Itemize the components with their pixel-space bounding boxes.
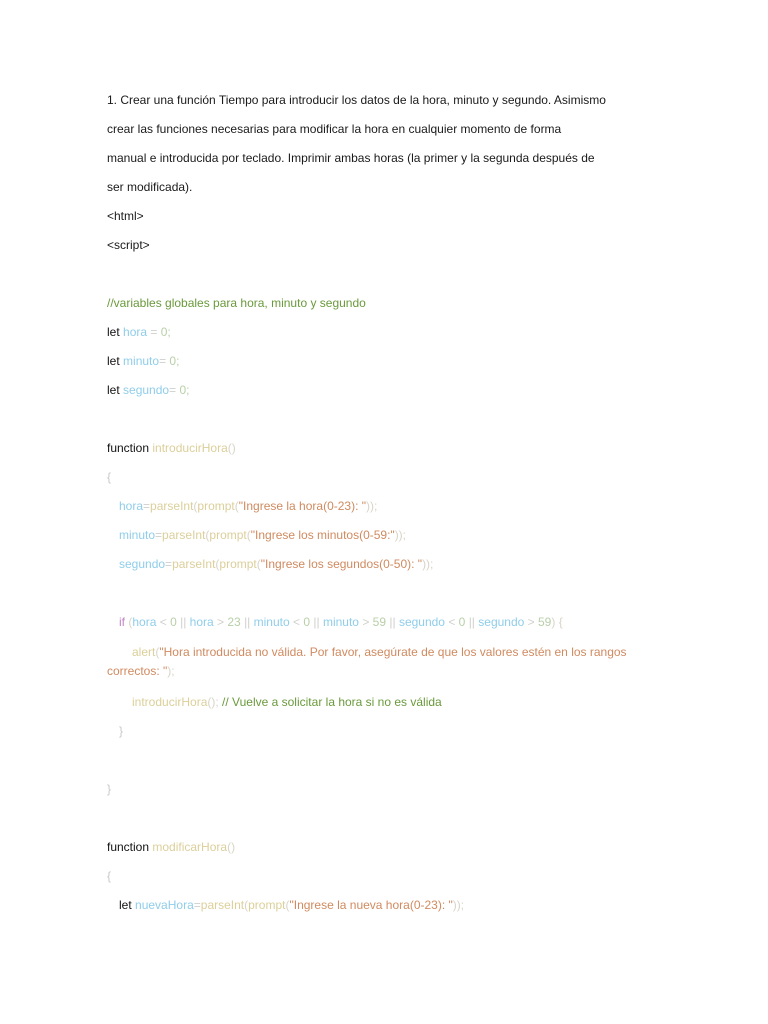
keyword-if: if <box>119 615 125 629</box>
code-line-function-close <box>107 781 667 810</box>
html-tag-line <box>107 208 667 237</box>
code-line-assign-minuto <box>107 527 667 556</box>
if-tail: ) { <box>551 615 563 629</box>
keyword-let: let <box>107 354 120 368</box>
code-line-assign-hora <box>107 498 667 527</box>
number: 59 <box>538 615 552 629</box>
script-tag-line <box>107 237 667 266</box>
paren-open: ( <box>256 557 261 571</box>
operator-lt: < <box>289 615 304 629</box>
brace-close: } <box>119 724 124 738</box>
code-line-let-nuevahora <box>107 897 667 926</box>
operator-assign: = <box>169 383 177 397</box>
operator-assign: = <box>155 528 163 542</box>
brace-close: } <box>107 782 112 796</box>
operator-assign: = <box>143 499 151 513</box>
string-hora: "Ingrese la hora(0-23): " <box>238 499 367 513</box>
parens: () <box>227 441 236 455</box>
keyword-let: let <box>107 325 120 339</box>
fn-parseint: parseInt <box>150 499 194 513</box>
number-zero: 0; <box>179 383 190 397</box>
code-line-comment-globals <box>107 295 667 324</box>
string-nueva-hora: "Ingrese la nueva hora(0-23): " <box>289 898 453 912</box>
code-comment: // Vuelve a solicitar la hora si no es válida <box>222 695 442 709</box>
var-hora: hora <box>189 615 214 629</box>
fn-prompt: prompt <box>219 557 257 571</box>
fn-prompt: prompt <box>197 499 235 513</box>
code-line-brace-open <box>107 868 667 897</box>
intro-line-2 <box>107 121 667 150</box>
var-segundo: segundo <box>478 615 525 629</box>
paren-open: ( <box>155 645 160 659</box>
blank-line <box>107 585 667 614</box>
fn-parseint: parseInt <box>200 898 245 912</box>
var-hora: hora <box>132 615 157 629</box>
var-minuto: minuto <box>253 615 290 629</box>
fn-prompt: prompt <box>209 528 247 542</box>
var-segundo: segundo <box>123 383 170 397</box>
paren-open: ( <box>128 615 133 629</box>
paren-open: ( <box>193 499 198 513</box>
blank-line <box>107 266 667 295</box>
intro-line-4 <box>107 179 667 208</box>
code-line-function-modificar <box>107 839 667 868</box>
paren-open: ( <box>215 557 220 571</box>
var-segundo: segundo <box>398 615 445 629</box>
paren-open: ( <box>234 499 239 513</box>
operator-gt: > <box>213 615 228 629</box>
intro-text: crear las funciones necesarias para modificar la hora en cualquier momento de forma <box>107 122 562 136</box>
script-tag: <script> <box>107 238 150 252</box>
brace-open: { <box>107 869 112 883</box>
call-close: )); <box>366 499 378 513</box>
operator-or: || <box>465 615 479 629</box>
fn-prompt: prompt <box>248 898 286 912</box>
operator-assign: = <box>147 325 161 339</box>
paren-open: ( <box>244 898 249 912</box>
number-zero: 0; <box>169 354 180 368</box>
operator-or: || <box>386 615 399 629</box>
number: 0 <box>170 615 177 629</box>
operator-lt: < <box>444 615 459 629</box>
number: 59 <box>372 615 387 629</box>
paren-open: ( <box>285 898 290 912</box>
code-line-alert <box>107 643 667 681</box>
intro-text: manual e introducida por teclado. Imprimir ambas horas (la primer y la segunda después de <box>107 151 595 165</box>
string-segundos: "Ingrese los segundos(0-50): " <box>260 557 423 571</box>
code-line-function-introducir <box>107 440 667 469</box>
operator-or: || <box>310 615 323 629</box>
keyword-let: let <box>119 898 132 912</box>
keyword-function: function <box>107 840 150 854</box>
var-minuto: minuto <box>123 354 160 368</box>
call-close: (); <box>207 695 219 709</box>
intro-line-1 <box>107 92 667 121</box>
call-close: )); <box>422 557 434 571</box>
var-hora: hora <box>123 325 148 339</box>
intro-line-3 <box>107 150 667 179</box>
var-nuevahora: nuevaHora <box>135 898 194 912</box>
operator-assign: = <box>159 354 167 368</box>
blank-line <box>107 411 667 440</box>
code-line-if-close <box>107 723 667 752</box>
operator-gt: > <box>358 615 373 629</box>
blank-line <box>107 810 667 839</box>
intro-text: ser modificada). <box>107 180 193 194</box>
number: 0 <box>303 615 311 629</box>
operator-gt: > <box>524 615 538 629</box>
parens: () <box>227 840 236 854</box>
fn-alert: alert <box>132 645 156 659</box>
operator-assign: = <box>165 557 173 571</box>
call-close: )); <box>394 528 407 542</box>
var-minuto: minuto <box>119 528 156 542</box>
code-line-if <box>107 614 667 643</box>
fn-parseint: parseInt <box>162 528 206 542</box>
code-line-brace-open <box>107 469 667 498</box>
var-minuto: minuto <box>322 615 359 629</box>
code-line-let-minuto <box>107 353 667 382</box>
operator-lt: < <box>156 615 171 629</box>
keyword-let: let <box>107 383 120 397</box>
intro-text: 1. Crear una función Tiempo para introducir los datos de la hora, minuto y segundo. Asimismo <box>107 93 606 107</box>
paren-open: ( <box>205 528 210 542</box>
fn-introducir-call: introducirHora <box>132 695 208 709</box>
operator-or: || <box>176 615 190 629</box>
string-alert: "Hora introducida no válida. Por favor, asegúrate de que los valores estén en los rangos correctos: " <box>107 645 630 678</box>
operator-assign: = <box>193 898 201 912</box>
number: 23 <box>227 615 241 629</box>
var-hora: hora <box>119 499 144 513</box>
document-body <box>107 92 667 926</box>
blank-line <box>107 752 667 781</box>
call-close: )); <box>452 898 465 912</box>
code-line-retry <box>107 694 667 723</box>
code-line-assign-segundo <box>107 556 667 585</box>
var-segundo: segundo <box>119 557 166 571</box>
fn-parseint: parseInt <box>172 557 216 571</box>
paren-open: ( <box>246 528 251 542</box>
code-line-let-segundo <box>107 382 667 411</box>
string-minutos: "Ingrese los minutos(0-59:" <box>250 528 395 542</box>
brace-open: { <box>107 470 112 484</box>
code-line-let-hora <box>107 324 667 353</box>
keyword-function: function <box>107 441 150 455</box>
function-name-modificar: modificarHora <box>152 840 228 854</box>
call-close: ); <box>167 664 175 678</box>
number-zero: 0; <box>160 325 171 339</box>
operator-or: || <box>240 615 254 629</box>
function-name-introducir: introducirHora <box>152 441 228 455</box>
number: 0 <box>458 615 466 629</box>
code-comment: //variables globales para hora, minuto y segundo <box>107 296 366 310</box>
html-tag: <html> <box>107 209 144 223</box>
